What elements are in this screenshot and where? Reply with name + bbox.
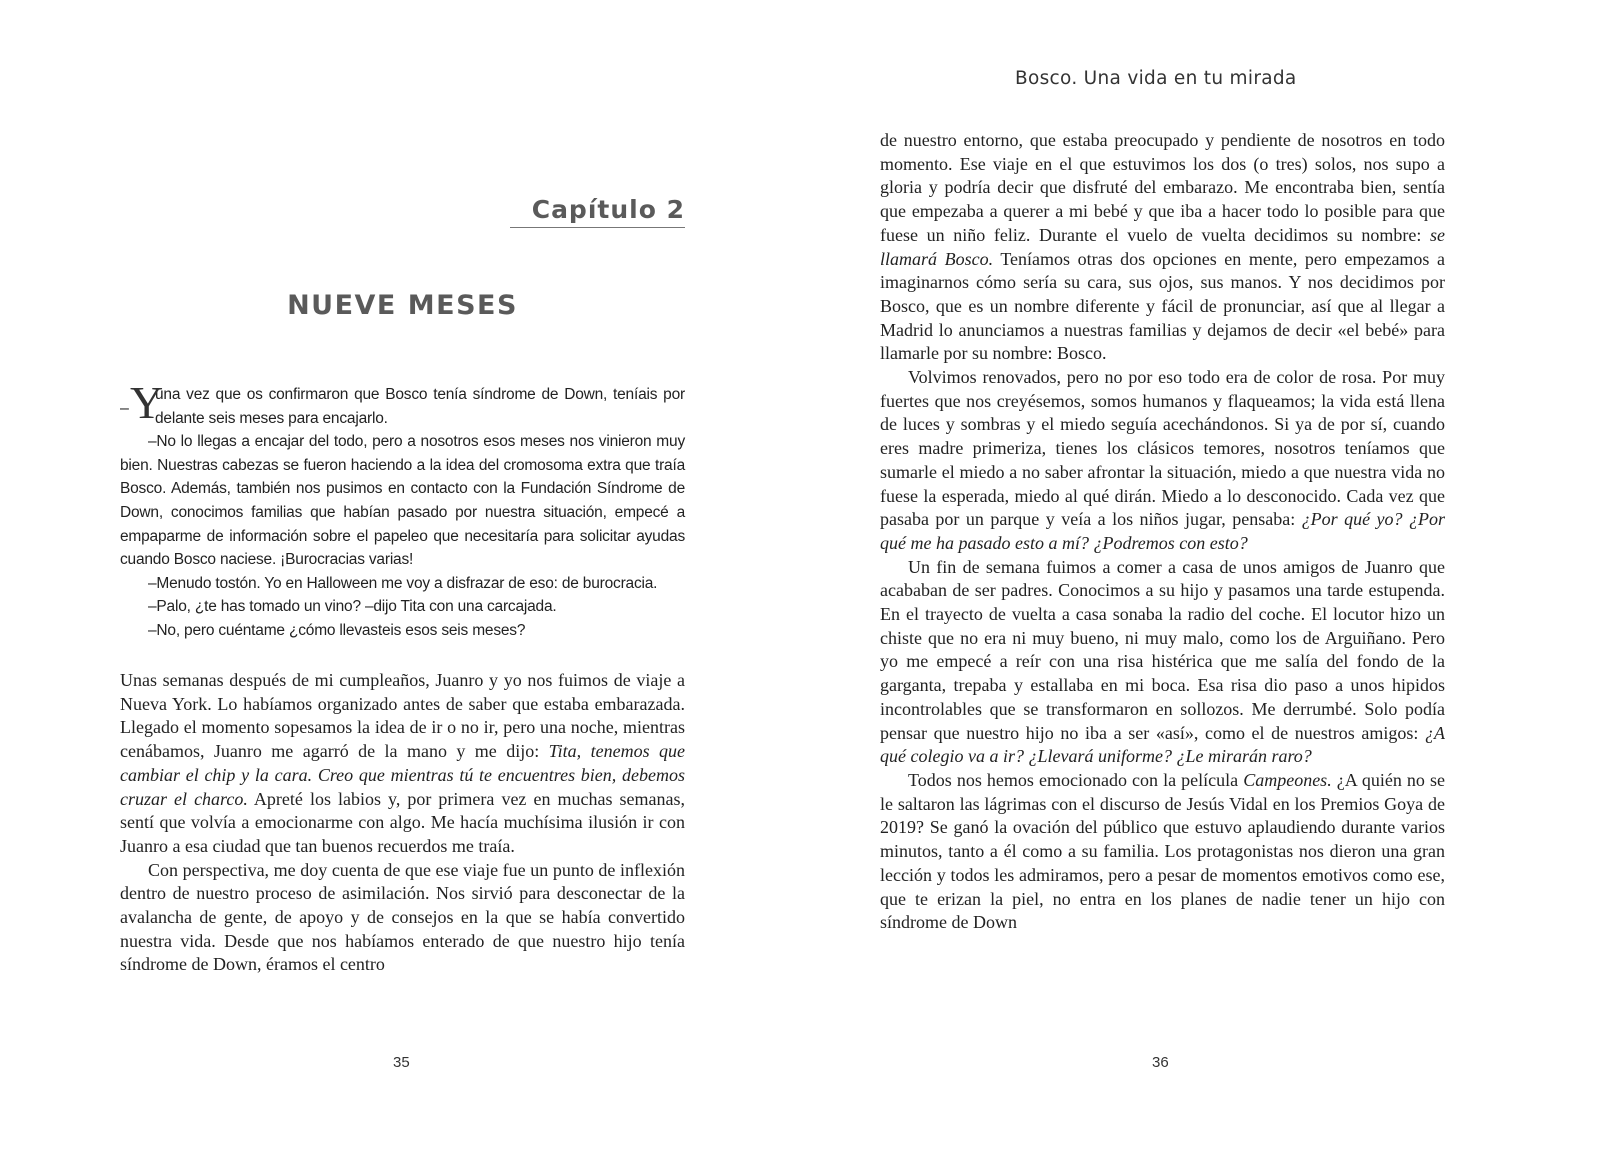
chapter-rule	[510, 227, 685, 228]
paragraph-text: ¿A quién no se le saltaron las lágrimas con el discurso de Jesús Vidal en los Premios Goya de 2019? Se ganó la ovación del público que estuvo aplaudiendo durante varios minutos, tanto a él como a su familia. Los protagonistas nos dieron una gran lección y todos les admiramos, pero a pesar de momentos emotivos como ese, que te erizan la piel, no entra en los planes de nadie tener un hijo con síndrome de Down	[880, 769, 1445, 933]
italic-quote: se llamará Bosco.	[880, 224, 1445, 269]
interview-line: –Palo, ¿te has tomado un vino? –dijo Tita con una carcajada.	[148, 598, 557, 616]
interview-paragraph: –No lo llegas a encajar del todo, pero a nosotros esos meses nos vinieron muy bien. Nuestras cabezas se fueron haciendo a la idea del cromosoma extra que traía Bosco. Además, también nos pusimos en contacto con la Fundación Síndrome de Down, conocimos familias que habían pasado por nuestra situación, empecé a empaparme de información sobre el papeleo que necesitaría para solicitar ayudas cuando Bosco naciese. ¡Burocracias varias!	[120, 433, 685, 569]
right-body-text	[880, 129, 1445, 935]
body-paragraph	[880, 769, 1445, 935]
drop-cap: Y	[130, 377, 164, 428]
italic-quote: ¿A qué colegio va a ir? ¿Llevará uniforme? ¿Le mirarán raro?	[880, 722, 1445, 767]
body-paragraph	[120, 669, 685, 859]
running-head: Bosco. Una vida en tu mirada	[1015, 68, 1297, 89]
paragraph-text: Teníamos otras dos opciones en mente, pero empezamos a imaginarnos cómo sería su cara, sus ojos, sus manos. Y nos decidimos por Bosco, que es un nombre diferente y fácil de pronunciar, así que al llegar a Madrid lo anunciamos a nuestras familias y dejamos de decir «el bebé» para llamarle por su nombre: Bosco.	[880, 248, 1445, 364]
body-paragraph: Con perspectiva, me doy cuenta de que ese viaje fue un punto de inflexión dentro de nuestro proceso de asimilación. Nos sirvió para desconectar de la avalancha de gente, de apoyo y de consejos en la que se había convertido nuestra vida. Desde que nos habíamos enterado de que nuestro hijo tenía síndrome de Down, éramos el centro	[120, 859, 685, 975]
italic-title: Campeones.	[1243, 769, 1332, 790]
paragraph-text: Un fin de semana fuimos a comer a casa de unos amigos de Juanro que acababan de ser padres. Conocimos a su hijo y pasamos una tarde estupenda. En el trayecto de vuelta a casa sonaba la radio del coche. El locutor hizo un chiste que no era ni muy bueno, ni muy malo, como los de Arguiñano. Pero yo me empecé a reír con una risa histérica que me salía del fondo de la garganta, trepaba y estallaba en mi boca. Esa risa dio paso a unos hipidos incontrolables que se transformaron en sollozos. Me derrumbé. Solo podía pensar que nuestro hijo no iba a ser «así», como el de nuestros amigos:	[880, 556, 1445, 743]
page-number-right: 36	[1152, 1054, 1169, 1071]
chapter-title: NUEVE MESES	[287, 290, 518, 321]
body-paragraph	[880, 129, 1445, 366]
body-paragraph	[880, 556, 1445, 769]
italic-quote: ¿Por qué yo? ¿Por qué me ha pasado esto a mí? ¿Podremos con esto?	[880, 509, 1445, 553]
interview-line: –Menudo tostón. Yo en Halloween me voy a disfrazar de eso: de burocracia.	[148, 574, 658, 592]
opening-dash: –	[120, 400, 129, 417]
interview-opening-paragraph	[120, 377, 685, 430]
body-paragraph	[880, 366, 1445, 556]
paragraph-text: Apreté los labios y, por primera vez en muchas semanas, sentí que volvía a emocionarme con algo. Me hacía muchísima ilusión ir con Juanro a esa ciudad que tan buenos recuerdos me traía.	[120, 788, 685, 856]
italic-quote: Tita, tenemos que cambiar el chip y la cara. Creo que mientras tú te encuentres bien, debemos cruzar el charco.	[120, 741, 686, 809]
paragraph-text: Todos nos hemos emocionado con la película	[908, 769, 1244, 790]
interview-line: –No, pero cuéntame ¿cómo llevasteis esos seis meses?	[148, 621, 526, 639]
paragraph-text: de nuestro entorno, que estaba preocupado y pendiente de nosotros en todo momento. Ese viaje en el que estuvimos los dos (o tres) solos, nos supo a gloria y podría decir que disfruté del embarazo. Me encontraba bien, sentía que empezaba a querer a mi bebé y que iba a hacer todo lo posible para que fuese un niño feliz. Durante el vuelo de vuelta decidimos su nombre:	[880, 130, 1445, 245]
interview-block	[120, 377, 685, 643]
paragraph-text: Volvimos renovados, pero no por eso todo era de color de rosa. Por muy fuertes que nos creyésemos, somos humanos y flaqueamos; la vida está llena de luces y sombras y el miedo seguía acechándonos. Si ya de por sí, cuando eres madre primeriza, tienes los clásicos temores, nosotros teníamos que sumarle el miedo a no saber afrontar la situación, miedo a que nuestra vida no fuese la esperada, miedo al qué dirán. Miedo a lo desconocido. Cada vez que pasaba por un parque y veía a los niños jugar, pensaba:	[880, 367, 1445, 530]
interview-opening-text: una vez que os confirmaron que Bosco tenía síndrome de Down, teníais por delante seis meses para encajarlo.	[155, 386, 685, 427]
paragraph-text: Unas semanas después de mi cumpleaños, Juanro y yo nos fuimos de viaje a Nueva York. Lo habíamos organizado antes de saber que estaba embarazada. Llegado el momento sopesamos la idea de ir o no ir, pero una noche, mientras cenábamos, Juanro me agarró de la mano y me dijo:	[120, 670, 685, 762]
chapter-label: Capítulo 2	[531, 195, 685, 224]
page-number-left: 35	[393, 1054, 410, 1071]
left-body-text	[120, 669, 685, 977]
